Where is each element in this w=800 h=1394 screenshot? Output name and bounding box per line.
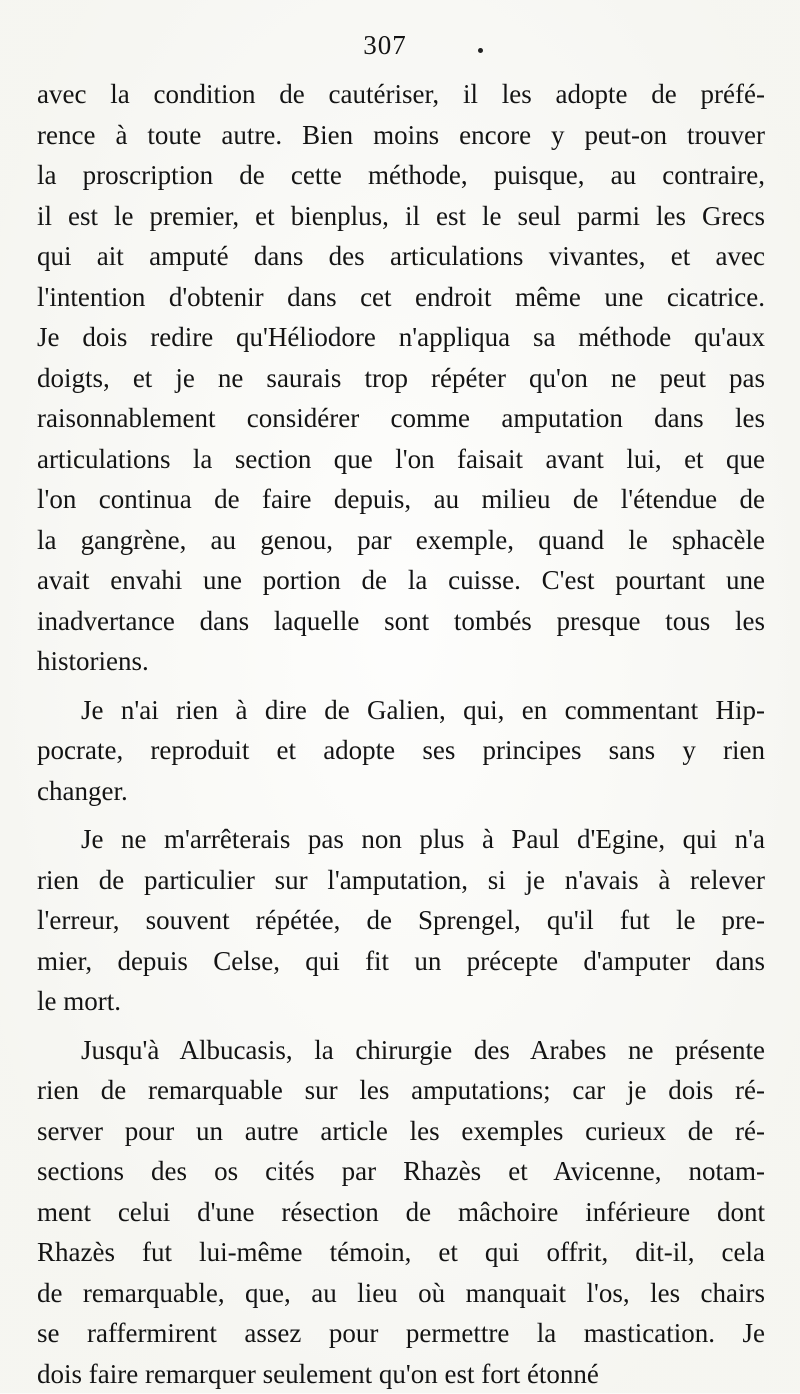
- text-line: changer.: [37, 771, 765, 812]
- text-line: sections des os cités par Rhazès et Avicenne, notam-: [37, 1151, 765, 1192]
- text-line: la proscription de cette méthode, puisque, au contraire,: [37, 155, 765, 196]
- text-line: pocrate, reproduit et adopte ses principes sans y rien: [37, 730, 765, 771]
- text-line: rien de particulier sur l'amputation, si je n'avais à relever: [37, 860, 765, 901]
- text-line: raisonnablement considérer comme amputation dans les: [37, 398, 765, 439]
- text-line: historiens.: [37, 641, 765, 682]
- paragraph: [37, 1030, 765, 1394]
- text-line: la gangrène, au genou, par exemple, quand le sphacèle: [37, 520, 765, 561]
- text-line: de remarquable, que, au lieu où manquait l'os, les chairs: [37, 1273, 765, 1314]
- paragraph: [37, 690, 765, 812]
- text-line: articulations la section que l'on faisait avant lui, et que: [37, 439, 765, 480]
- text-line: inadvertance dans laquelle sont tombés presque tous les: [37, 601, 765, 642]
- text-line: rence à toute autre. Bien moins encore y peut-on trouver: [37, 115, 765, 156]
- paragraph-gap: [37, 811, 765, 819]
- text-line: Rhazès fut lui-même témoin, et qui offrit, dit-il, cela: [37, 1232, 765, 1273]
- text-line: le mort.: [37, 981, 765, 1022]
- body-text: [37, 74, 765, 1394]
- text-line: Je n'ai rien à dire de Galien, qui, en commentant Hip-: [37, 690, 765, 731]
- page-number: 307: [0, 30, 770, 61]
- text-line: Je dois redire qu'Héliodore n'appliqua sa méthode qu'aux: [37, 317, 765, 358]
- text-line: avait envahi une portion de la cuisse. C'est pourtant une: [37, 560, 765, 601]
- text-line: l'erreur, souvent répétée, de Sprengel, qu'il fut le pre-: [37, 900, 765, 941]
- paragraph: [37, 74, 765, 682]
- text-line: doigts, et je ne saurais trop répéter qu'on ne peut pas: [37, 358, 765, 399]
- text-line: server pour un autre article les exemples curieux de ré-: [37, 1111, 765, 1152]
- text-line: l'on continua de faire depuis, au milieu de l'étendue de: [37, 479, 765, 520]
- text-line: Je ne m'arrêterais pas non plus à Paul d'Egine, qui n'a: [37, 819, 765, 860]
- text-line: l'intention d'obtenir dans cet endroit même une cicatrice.: [37, 277, 765, 318]
- paragraph-gap: [37, 1022, 765, 1030]
- text-line: mier, depuis Celse, qui fit un précepte d'amputer dans: [37, 941, 765, 982]
- paragraph: [37, 819, 765, 1022]
- text-line: Jusqu'à Albucasis, la chirurgie des Arabes ne présente: [37, 1030, 765, 1071]
- text-line: avec la condition de cautériser, il les adopte de préfé-: [37, 74, 765, 115]
- text-line: qui ait amputé dans des articulations vivantes, et avec: [37, 236, 765, 277]
- text-line: dois faire remarquer seulement qu'on est fort étonné: [37, 1354, 765, 1394]
- paragraph-gap: [37, 682, 765, 690]
- text-line: ment celui d'une résection de mâchoire inférieure dont: [37, 1192, 765, 1233]
- text-line: se raffermirent assez pour permettre la mastication. Je: [37, 1313, 765, 1354]
- ink-speck: [478, 48, 483, 53]
- text-line: rien de remarquable sur les amputations; car je dois ré-: [37, 1070, 765, 1111]
- text-line: il est le premier, et bienplus, il est le seul parmi les Grecs: [37, 196, 765, 237]
